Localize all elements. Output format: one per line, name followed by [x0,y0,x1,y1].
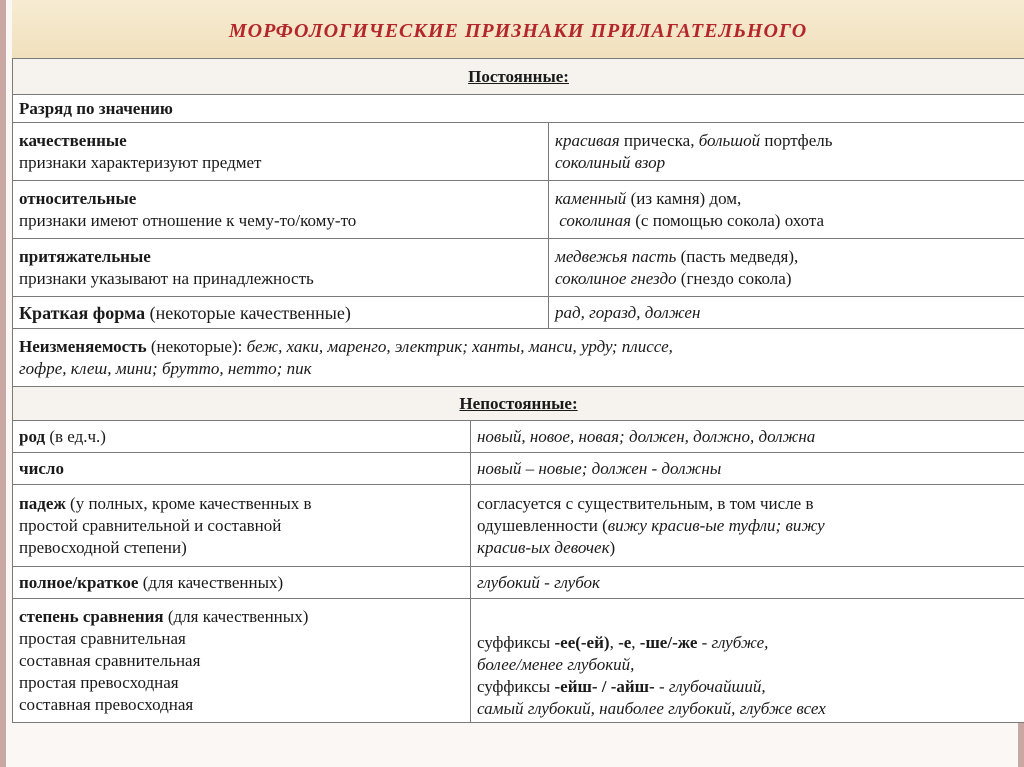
stepen-example-cell: суффиксы -ее(-ей), -е, -ше/-же - глубже, более/менее глубокий, суффиксы -ейш- / -айш- - глубочайший, самый глубокий, наиболее глубокий, глубже всех [471,599,1024,723]
rod-row [13,421,1024,453]
kach-row [13,123,1024,181]
kach-example-cell: красивая прическа, большой портфель соколиный взор [549,123,1024,181]
kratkaya-row [13,297,1024,329]
kach-desc: признаки характеризуют предмет [19,152,262,172]
prityazh-example-cell: медвежья пасть (пасть медведя), соколиное гнездо (гнездо сокола) [549,239,1024,297]
kratkaya-example: рад, горазд, должен [549,297,1024,329]
padezh-row [13,485,1024,567]
otnos-term: относительные [19,188,137,208]
chislo-term: число [13,453,471,485]
morphology-table [12,58,1024,723]
stepen-term-cell: степень сравнения (для качественных) простая сравнительная составная сравнительная простая превосходная составная превосходная [13,599,471,723]
prityazh-term-cell [13,239,549,297]
razryad-row [13,95,1024,123]
polnoe-term-cell: полное/краткое (для качественных) [13,567,471,599]
prityazh-row [13,239,1024,297]
title-bar [12,0,1024,60]
section-permanent-row [13,59,1024,95]
kach-term: качественные [19,130,127,150]
chislo-example: новый – новые; должен - должны [471,453,1024,485]
prityazh-term: притяжательные [19,246,151,266]
polnoe-row [13,567,1024,599]
slide-title: МОРФОЛОГИЧЕСКИЕ ПРИЗНАКИ ПРИЛАГАТЕЛЬНОГО [228,19,808,42]
section-nonpermanent-row [13,387,1024,421]
kach-term-cell [13,123,549,181]
otnos-example-cell: каменный (из камня) дом, соколиная (с помощью сокола) охота [549,181,1024,239]
rod-example: новый, новое, новая; должен, должно, должна [471,421,1024,453]
otnos-desc: признаки имеют отношение к чему-то/кому-то [19,210,357,230]
otnos-row [13,181,1024,239]
section-nonpermanent-header: Непостоянные: [13,387,1024,421]
kratkaya-term-cell: Краткая форма (некоторые качественные) [13,297,549,329]
polnoe-example: глубокий - глубок [471,567,1024,599]
padezh-example-cell: согласуется с существительным, в том числе в одушевленности (вижу красив-ые туфли; вижу красив-ых девочек) [471,485,1024,567]
section-permanent-header: Постоянные: [13,59,1024,95]
neizm-row [13,329,1024,387]
padezh-term-cell: падеж (у полных, кроме качественных в простой сравнительной и составной превосходной степени) [13,485,471,567]
razryad-header: Разряд по значению [13,95,1024,123]
otnos-term-cell [13,181,549,239]
prityazh-desc: признаки указывают на принадлежность [19,268,314,288]
stepen-row [13,599,1024,723]
chislo-row [13,453,1024,485]
rod-term-cell: род (в ед.ч.) [13,421,471,453]
neizm-cell: Неизменяемость (некоторые): беж, хаки, маренго, электрик; ханты, манси, урду; плиссе, гофре, клеш, мини; брутто, нетто; пик [13,329,1024,387]
